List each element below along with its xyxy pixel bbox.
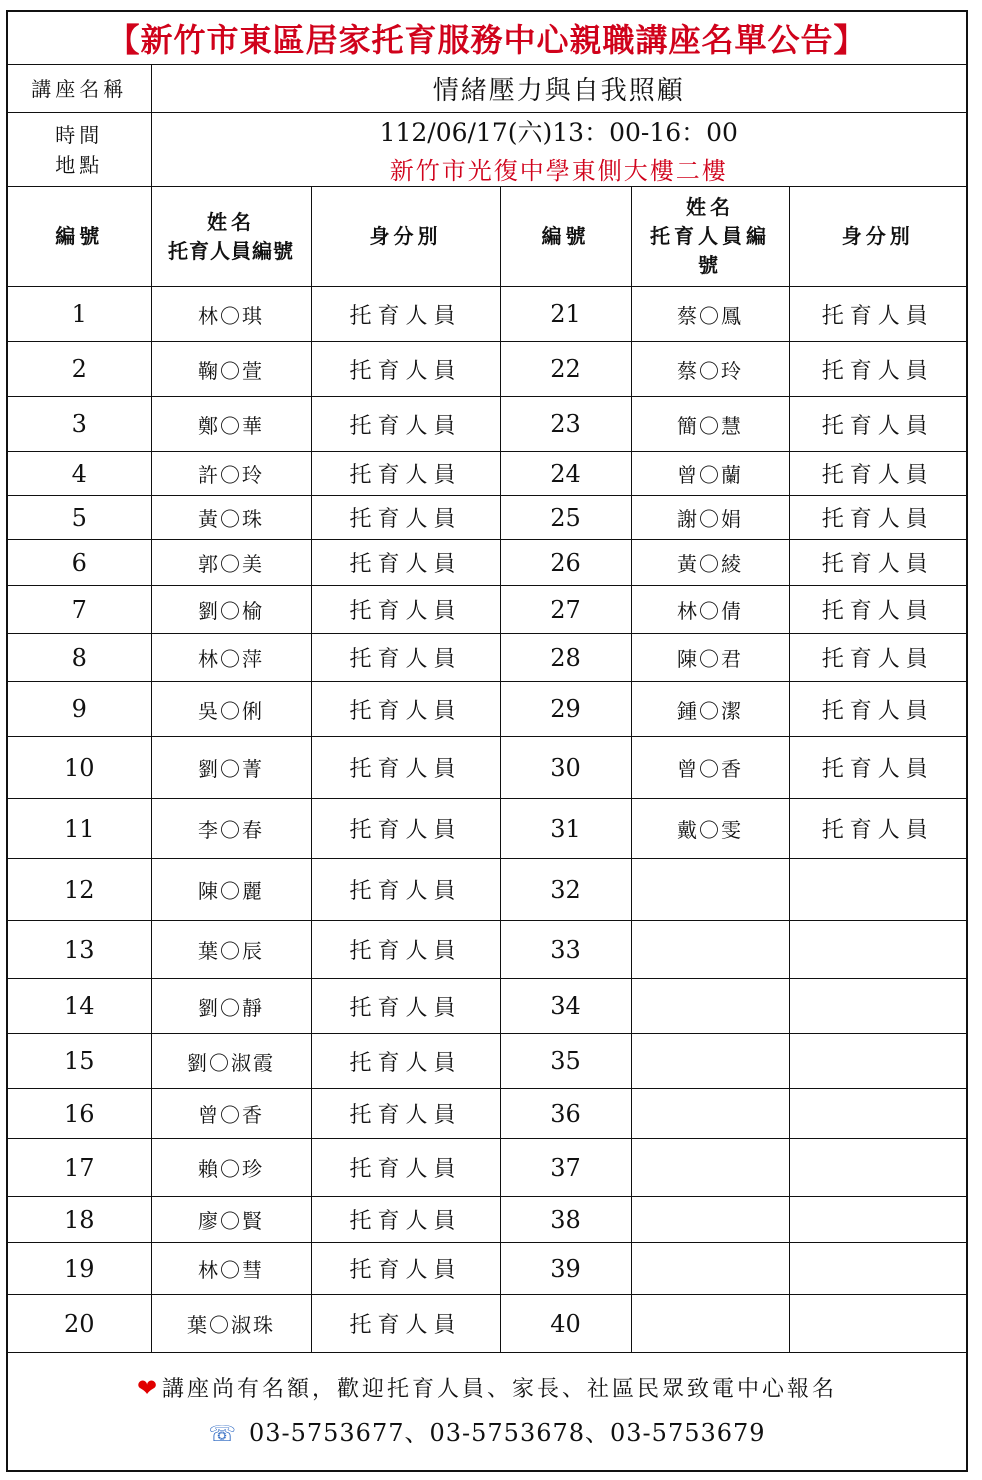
header-name (151, 187, 311, 287)
row-number-2: 29 (500, 682, 631, 737)
row-name: 林〇琪 (151, 287, 311, 342)
row-name: 劉〇淑霞 (151, 1034, 311, 1089)
row-number-2: 26 (500, 540, 631, 586)
table-row (8, 586, 966, 634)
header-number-2: 編號 (500, 187, 631, 287)
row-role: 托育人員 (311, 287, 500, 342)
row-role: 托育人員 (311, 682, 500, 737)
row-number-2: 35 (500, 1034, 631, 1089)
header-number: 編號 (8, 187, 151, 287)
row-role: 托育人員 (311, 921, 500, 979)
row-number: 18 (8, 1197, 151, 1243)
row-role: 托育人員 (311, 342, 500, 397)
row-role: 托育人員 (311, 859, 500, 921)
row-number-2: 28 (500, 634, 631, 682)
header-name2-line1: 姓名 (686, 195, 734, 219)
row-name-2 (631, 1139, 789, 1197)
phone-icon: ☏ (208, 1422, 237, 1447)
row-role-2: 托育人員 (789, 634, 966, 682)
row-number: 19 (8, 1243, 151, 1295)
time-label: 時間 (55, 122, 104, 147)
row-number: 12 (8, 859, 151, 921)
row-number-2: 22 (500, 342, 631, 397)
row-number: 16 (8, 1089, 151, 1139)
row-name-2 (631, 1034, 789, 1089)
row-role: 托育人員 (311, 586, 500, 634)
table-row (8, 1197, 966, 1243)
row-name: 吳〇俐 (151, 682, 311, 737)
row-number-2: 36 (500, 1089, 631, 1139)
row-role-2: 托育人員 (789, 799, 966, 859)
row-name-2 (631, 1197, 789, 1243)
table-row (8, 921, 966, 979)
row-name: 黃〇珠 (151, 496, 311, 540)
row-number: 4 (8, 452, 151, 496)
header-role: 身分別 (311, 187, 500, 287)
row-number: 8 (8, 634, 151, 682)
place-label: 地點 (55, 152, 104, 177)
table-row (8, 287, 966, 342)
row-name: 林〇萍 (151, 634, 311, 682)
table-row (8, 634, 966, 682)
row-name-2 (631, 921, 789, 979)
row-role-2: 托育人員 (789, 496, 966, 540)
row-number-2: 39 (500, 1243, 631, 1295)
row-number: 20 (8, 1295, 151, 1353)
row-role: 托育人員 (311, 496, 500, 540)
table-row (8, 342, 966, 397)
row-role: 托育人員 (311, 452, 500, 496)
row-name: 葉〇辰 (151, 921, 311, 979)
row-role-2 (789, 979, 966, 1034)
row-name-2: 鍾〇潔 (631, 682, 789, 737)
row-role-2: 托育人員 (789, 397, 966, 452)
row-number: 10 (8, 737, 151, 799)
row-name: 許〇玲 (151, 452, 311, 496)
row-number-2: 24 (500, 452, 631, 496)
row-number: 7 (8, 586, 151, 634)
row-number: 13 (8, 921, 151, 979)
table-row (8, 859, 966, 921)
row-role-2 (789, 1243, 966, 1295)
row-number-2: 27 (500, 586, 631, 634)
row-number-2: 33 (500, 921, 631, 979)
row-name: 劉〇菁 (151, 737, 311, 799)
row-number-2: 38 (500, 1197, 631, 1243)
row-number: 3 (8, 397, 151, 452)
table-row (8, 799, 966, 859)
row-name-2: 黃〇綾 (631, 540, 789, 586)
page-title: 【新竹市東區居家托育服務中心親職講座名單公告】 (8, 12, 966, 65)
row-name-2: 陳〇君 (631, 634, 789, 682)
table-row (8, 496, 966, 540)
row-number: 2 (8, 342, 151, 397)
row-role-2: 托育人員 (789, 342, 966, 397)
header-name-2 (631, 187, 789, 287)
row-number: 9 (8, 682, 151, 737)
row-name: 鄭〇華 (151, 397, 311, 452)
time-place-label (8, 113, 151, 187)
row-number-2: 21 (500, 287, 631, 342)
row-role: 托育人員 (311, 1034, 500, 1089)
row-name-2: 蔡〇玲 (631, 342, 789, 397)
announcement-document (6, 10, 968, 1472)
row-name-2 (631, 1243, 789, 1295)
table-row (8, 1243, 966, 1295)
row-role-2 (789, 1034, 966, 1089)
row-name-2: 戴〇雯 (631, 799, 789, 859)
row-number-2: 32 (500, 859, 631, 921)
row-role: 托育人員 (311, 979, 500, 1034)
row-name: 賴〇珍 (151, 1139, 311, 1197)
row-role: 托育人員 (311, 397, 500, 452)
row-role-2 (789, 859, 966, 921)
table-row (8, 540, 966, 586)
time-place-value (151, 113, 966, 187)
header-name-line1: 姓名 (207, 209, 255, 234)
table-row (8, 1139, 966, 1197)
row-number: 14 (8, 979, 151, 1034)
row-name-2 (631, 1089, 789, 1139)
row-role-2 (789, 1139, 966, 1197)
footer-phones: 03-5753677、03-5753678、03-5753679 (248, 1419, 766, 1447)
row-number: 6 (8, 540, 151, 586)
row-name: 曾〇香 (151, 1089, 311, 1139)
row-role: 托育人員 (311, 1089, 500, 1139)
row-role-2: 托育人員 (789, 682, 966, 737)
table-row (8, 682, 966, 737)
header-name2-line3: 號 (698, 253, 722, 277)
row-role-2 (789, 921, 966, 979)
row-role: 托育人員 (311, 799, 500, 859)
row-number: 5 (8, 496, 151, 540)
row-number-2: 30 (500, 737, 631, 799)
row-number: 11 (8, 799, 151, 859)
table-row (8, 1089, 966, 1139)
row-number-2: 34 (500, 979, 631, 1034)
place-value: 新竹市光復中學東側大樓二樓 (389, 157, 728, 185)
row-name: 郭〇美 (151, 540, 311, 586)
row-name-2: 林〇倩 (631, 586, 789, 634)
header-name-line2: 托育人員編號 (168, 238, 294, 263)
row-number-2: 37 (500, 1139, 631, 1197)
footer-notice: 講座尚有名額，歡迎托育人員、家長、社區民眾致電中心報名 (162, 1377, 838, 1402)
course-name-label: 講座名稱 (8, 65, 151, 113)
row-role: 托育人員 (311, 1243, 500, 1295)
row-role: 托育人員 (311, 737, 500, 799)
footer-notice-line (8, 1372, 966, 1403)
row-role-2 (789, 1197, 966, 1243)
row-role: 托育人員 (311, 1139, 500, 1197)
row-number: 15 (8, 1034, 151, 1089)
row-number: 17 (8, 1139, 151, 1197)
row-name: 劉〇靜 (151, 979, 311, 1034)
table-row (8, 397, 966, 452)
row-role-2: 托育人員 (789, 540, 966, 586)
row-name-2 (631, 859, 789, 921)
table-row (8, 1034, 966, 1089)
row-role: 托育人員 (311, 540, 500, 586)
table-header-row (8, 187, 966, 287)
row-role: 托育人員 (311, 1197, 500, 1243)
footer-phone-line (8, 1413, 966, 1448)
heart-icon: ❤ (136, 1374, 161, 1402)
header-name2-line2: 托育人員編 (650, 224, 770, 248)
table-row (8, 737, 966, 799)
row-role: 托育人員 (311, 634, 500, 682)
row-name-2: 曾〇蘭 (631, 452, 789, 496)
row-name: 廖〇賢 (151, 1197, 311, 1243)
row-name-2 (631, 979, 789, 1034)
course-name-value: 情緒壓力與自我照顧 (151, 65, 966, 113)
row-number-2: 40 (500, 1295, 631, 1353)
table-row (8, 979, 966, 1034)
row-name-2: 曾〇香 (631, 737, 789, 799)
header-role-2: 身分別 (789, 187, 966, 287)
row-role-2: 托育人員 (789, 586, 966, 634)
row-name-2: 謝〇娟 (631, 496, 789, 540)
row-number-2: 31 (500, 799, 631, 859)
row-number-2: 25 (500, 496, 631, 540)
row-name: 陳〇麗 (151, 859, 311, 921)
row-role-2 (789, 1089, 966, 1139)
row-name: 葉〇淑珠 (151, 1295, 311, 1353)
row-name-2: 蔡〇鳳 (631, 287, 789, 342)
row-role-2: 托育人員 (789, 452, 966, 496)
row-number-2: 23 (500, 397, 631, 452)
row-name: 李〇春 (151, 799, 311, 859)
row-role-2: 托育人員 (789, 737, 966, 799)
roster-table (8, 12, 966, 1353)
table-row (8, 452, 966, 496)
footer (8, 1344, 966, 1470)
row-number: 1 (8, 287, 151, 342)
row-name: 劉〇榆 (151, 586, 311, 634)
row-name: 鞠〇萱 (151, 342, 311, 397)
row-role: 托育人員 (311, 1295, 500, 1353)
row-name: 林〇彗 (151, 1243, 311, 1295)
row-role-2: 托育人員 (789, 287, 966, 342)
row-name-2: 簡〇慧 (631, 397, 789, 452)
time-value: 112/06/17(六)13：00-16：00 (379, 118, 738, 147)
